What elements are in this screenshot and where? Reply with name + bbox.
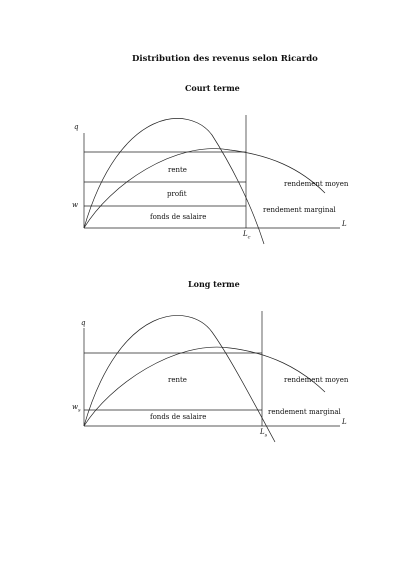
st-l-axis-label: L: [342, 220, 347, 228]
st-lc-label: $L_c$: [243, 230, 251, 241]
st-average-label: rendement moyen: [284, 180, 349, 188]
st-wages-label: fonds de salaire: [150, 213, 207, 221]
short-term-heading: Court terme: [185, 83, 240, 93]
long-term-heading: Long terme: [188, 279, 240, 289]
lt-rent-label: rente: [168, 376, 187, 384]
page-title: Distribution des revenus selon Ricardo: [132, 54, 318, 64]
lt-l-axis-label: L: [342, 418, 347, 426]
st-profit-label: profit: [167, 190, 187, 198]
lt-wages-label: fonds de salaire: [150, 413, 207, 421]
st-rent-label: rente: [168, 166, 187, 174]
lt-marginal-label: rendement marginal: [268, 408, 341, 416]
lt-ls-label: $L_s$: [260, 428, 268, 439]
st-q-label: q: [74, 123, 79, 131]
st-marginal-label: rendement marginal: [263, 206, 336, 214]
lt-average-label: rendement moyen: [284, 376, 349, 384]
lt-ws-label: $w_s$: [72, 403, 81, 414]
lt-q-label: q: [81, 319, 86, 327]
st-w-label: w: [72, 201, 78, 209]
